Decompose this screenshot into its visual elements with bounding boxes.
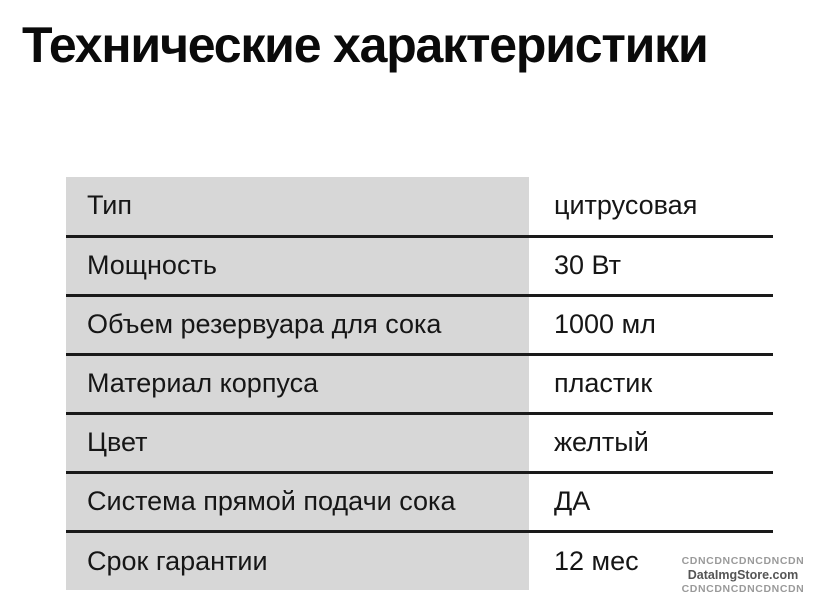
spec-param: Срок гарантии (66, 531, 529, 590)
table-row (66, 531, 773, 590)
spec-value: ДА (529, 472, 773, 531)
table-row (66, 354, 773, 413)
spec-param: Объем резервуара для сока (66, 295, 529, 354)
spec-param: Тип (66, 177, 529, 236)
table-row (66, 236, 773, 295)
spec-value: 1000 мл (529, 295, 773, 354)
spec-value: желтый (529, 413, 773, 472)
watermark (668, 554, 818, 596)
table-row (66, 295, 773, 354)
spec-param: Цвет (66, 413, 529, 472)
watermark-top-line: CDNCDNCDNCDNCDN (681, 555, 805, 567)
spec-param: Мощность (66, 236, 529, 295)
watermark-bottom-line: CDNCDNCDNCDNCDN (681, 583, 805, 595)
table-row (66, 413, 773, 472)
spec-param: Система прямой подачи сока (66, 472, 529, 531)
watermark-domain: DataImgStore.com (687, 568, 799, 582)
spec-value: 30 Вт (529, 236, 773, 295)
table-row (66, 472, 773, 531)
specs-table (66, 177, 773, 590)
spec-param: Материал корпуса (66, 354, 529, 413)
table-row (66, 177, 773, 236)
spec-value: 12 мес (529, 531, 773, 590)
page-title: Технические характеристики (22, 17, 708, 73)
spec-value: цитрусовая (529, 177, 773, 236)
spec-value: пластик (529, 354, 773, 413)
